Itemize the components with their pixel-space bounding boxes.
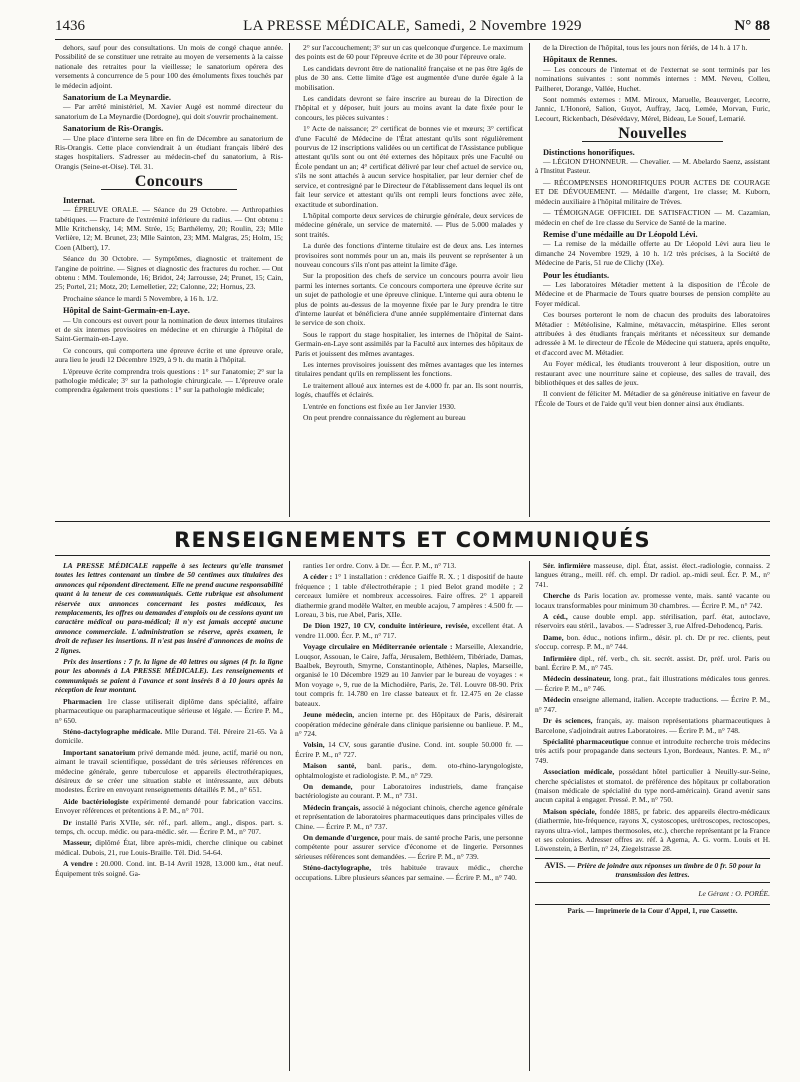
top-column-2 bbox=[295, 43, 523, 517]
paragraph: — Les concours de l'internat et de l'externat se sont terminés par les nominations suivantes : sont nommés internes : MM. Neveu, Colleu, Pailheret, Dorange, Vallée, Huchet. bbox=[535, 64, 770, 93]
classified-ad bbox=[295, 761, 523, 780]
notice-paragraph: Prix des insertions : 7 fr. la ligne de 40 lettres ou signes (4 fr. la ligne pour les abonnés à LA PRESSE MÉDICALE). Les renseignements et communiqués se paient à l'avance et sont insérés 8 à 10 jours après la réception de leur montant. bbox=[55, 657, 283, 695]
article-heading: Remise d'une médaille au Dr Léopold Lévi. bbox=[543, 229, 698, 239]
paragraph: Au Foyer médical, les étudiants trouveront à leur disposition, outre un restaurant avec une nourriture saine et copieuse, des salles de travail, des bibliothèques et des salles de jeux. bbox=[535, 359, 770, 387]
article-heading: Internat. bbox=[63, 195, 95, 205]
paragraph: La durée des fonctions d'interne titulaire est de deux ans. Les internes provisoires sont nommés pour un an, mais ils peuvent se représenter à un nouveau concours s'ils n'ont pas atteint la limite d'âge. bbox=[295, 241, 523, 269]
ad-lead: Sér. infirmière bbox=[543, 561, 591, 570]
ad-lead: Médecin français, bbox=[303, 802, 361, 812]
ad-text: Marseille, Alexandrie, Louqsor, Assouan, le Caire, Jaffa, Jérusalem, Bethléem, Tibériade, Damas, Baalbek, Beyrouth, Smyrne, Constantinople, Athènes, Naples, Marseille, organisé le 10 Décembre 1929 au 10 Janvier par le bureau de voyages : « Mon voyage », 9, rue de la Michodière, Paris, 2e. Tél. Louvre 08-90. Prix tout compris fr. 14.780 en 1re classe bateaux et fr. 12.475 en 2e classe bateaux. bbox=[295, 642, 523, 708]
paragraph: — Par arrêté ministériel, M. Xavier Augé est nommé directeur du sanatorium de La Meynardie (Dordogne), qui doit s'ouvrir prochainement. bbox=[55, 102, 283, 121]
ads-column-3 bbox=[535, 561, 770, 1071]
classified-ad bbox=[535, 737, 770, 765]
ad-text: très habituée travaux médic., cherche occupations. Libre plusieurs séances par semaine. — Écrire P. M., n° 740. bbox=[295, 863, 523, 882]
ad-text: expérimenté demandé pour fabrication vaccins. Envoyer références et prétentions à P. M., n° 701. bbox=[55, 796, 283, 816]
ad-lead: Dr ès sciences, bbox=[543, 716, 593, 726]
paragraph: Les internes provisoires jouissent des mêmes avantages que les internes titulaires pendant qu'ils en remplissent les fonctions. bbox=[295, 360, 523, 379]
column-divider bbox=[529, 43, 530, 517]
paragraph: L'épreuve écrite comprendra trois questions : 1° sur l'anatomie; 2° sur la pathologie médicale; 3° sur la pathologie chirurgicale. — L'épreuve orale comprendra également trois questions : 1° sur la pathologie médicale; bbox=[55, 366, 283, 395]
ad-text: pour Laboratoires industriels, dame française bactériologiste au courant. P. M., n° 731. bbox=[295, 781, 523, 801]
classified-ad bbox=[295, 863, 523, 882]
ad-lead: Spécialité pharmaceutique bbox=[543, 736, 629, 746]
paragraph: L'entrée en fonctions est fixée au 1er Janvier 1930. bbox=[303, 401, 456, 411]
ad-lead: Pharmacien bbox=[63, 696, 102, 706]
paragraph: Sous le rapport du stage hospitalier, les internes de l'hôpital de Saint-Germain-en-Laye sont assimilés par la Faculté aux internes des hôpitaux de Paris et jouissent des mêmes avantages. bbox=[295, 329, 523, 358]
ad-text: — Prière de joindre aux réponses un timbre de 0 fr. 50 pour la transmission des lettres. bbox=[565, 860, 761, 880]
section-heading-text: Concours bbox=[134, 173, 204, 191]
notice-avis bbox=[535, 858, 770, 883]
classified-ad bbox=[535, 612, 770, 631]
classified-ad bbox=[295, 833, 523, 861]
page-number: 1436 bbox=[55, 18, 85, 34]
ad-lead: Dr bbox=[63, 817, 72, 827]
classified-ad bbox=[295, 572, 523, 619]
paragraph: — La remise de la médaille offerte au Dr Léopold Lévi aura lieu le dimanche 24 Novembre 1929, à 10 h. 1/2 très précises, à la Société de Médecine de Paris, 51 rue de Clichy (IXe). bbox=[535, 239, 770, 268]
ad-text: connue et introduite recherche trois médecins très actifs pour propagande dans secteurs Lyon, Bordeaux, Nantes. P. M., n° 749. bbox=[535, 736, 770, 765]
classified-ad bbox=[535, 633, 770, 652]
classified-ad bbox=[55, 727, 283, 746]
classified-ad bbox=[535, 561, 770, 589]
ad-text: français, ay. maison représentations pharmaceutiques à Barcelone, s'adjoindrait autres Laboratoires. — Écrire P. M., n° 748. bbox=[535, 716, 770, 735]
paragraph: Sur la proposition des chefs de service un concours pourra avoir lieu parmi les internes sortants. Ce concours comportera une épreuve écrite sur un sujet de pathologie et une épreuve clinique. L'interne qui aura obtenu le plus de points au-dessus de la moyenne fixée par le Jury prendra le titre d'interne lauréat et bénéficiera d'une année supplémentaire d'internat dans le service de son choix. bbox=[295, 271, 523, 328]
paragraph: 2° sur l'accouchement; 3° sur un cas quelconque d'urgence. Le maximum des points est de 60 pour l'épreuve écrite et de 30 pour l'épreuve orale. bbox=[295, 43, 523, 62]
paragraph: Prochaine séance le mardi 5 Novembre, à 16 h. 1/2. bbox=[63, 293, 218, 303]
ad-text: 20.000. Cond. int. B-14 Avril 1928, 13.000 km., état neuf. Équipement très soigné. Ga- bbox=[55, 859, 283, 878]
classified-ad bbox=[55, 797, 283, 816]
ad-text: ds Paris location av. promesse vente, mais. santé vacante ou locaux transformables pour minimum 30 chambres. — Écrire P. M., n° 742. bbox=[535, 591, 770, 610]
paragraph: Le traitement alloué aux internes est de 4.000 fr. par an. Ils sont nourris, logés, chauffés et éclairés. bbox=[295, 380, 523, 400]
ad-text: installé Paris XVIIe, sér. réf., parl. allem., angl., dispos. part. s. temps, ch. occup. médic. ou para-médic. sér. — Écrire P. M., n° 707. bbox=[55, 817, 283, 836]
classified-ad bbox=[55, 697, 283, 725]
column-divider bbox=[289, 561, 290, 1071]
ad-text: Mlle Durand. Tél. Péreire 21-65. Va à domicile. bbox=[55, 726, 283, 746]
ad-lead: On demande, bbox=[303, 781, 353, 791]
paragraph: Ces bourses porteront le nom de chacun des produits des laboratoires Métadier : Météolisine, Kalmine, métavaccin, métaspirine. Elles seront attribuées à des étudiants français méritants et nécessiteux sur demande adressée à M. le directeur de l'École de Médecine qui statuera, après enquête, et d'accord avec M. Métadier. bbox=[535, 310, 770, 357]
ad-lead: Maison santé, bbox=[303, 761, 357, 771]
paragraph: — Les laboratoires Métadier mettent à la disposition de l'École de Médecine et de Pharmacie de Tours quatre bourses de pension complète au Foyer médical. bbox=[535, 279, 770, 308]
ad-lead: AVIS. bbox=[544, 859, 566, 870]
paragraph: — TÉMOIGNAGE OFFICIEL DE SATISFACTION — M. Cazamian, médecin en chef de 1re classe du Service de Santé de la marine. bbox=[535, 208, 770, 227]
page-header bbox=[55, 18, 770, 38]
top-column-3 bbox=[535, 43, 770, 517]
article-heading: Hôpitaux de Rennes. bbox=[543, 55, 618, 65]
classified-ad bbox=[295, 710, 523, 738]
article-heading: Distinctions honorifiques. bbox=[543, 147, 635, 157]
printer-imprint: Paris. — Imprimerie de la Cour d'Appel, 1, rue Cassette. bbox=[535, 904, 770, 916]
ad-lead: Médecin dessinateur, bbox=[543, 674, 612, 684]
classified-ad bbox=[295, 740, 523, 759]
classified-ad bbox=[55, 838, 283, 857]
paragraph: Ce concours, qui comportera une épreuve écrite et une épreuve orale, aura lieu le jeudi 12 Décembre 1929, à 9 h. du matin à l'hôpital. bbox=[55, 345, 283, 365]
column-divider bbox=[529, 561, 530, 1071]
gerant-signature: Le Gérant : O. PORÉE. bbox=[698, 888, 770, 898]
section-rule bbox=[55, 521, 770, 522]
ad-lead: Maison spéciale, bbox=[543, 806, 597, 816]
ad-text: cause double empl. app. stérilisation, parf. état, autoclave, réservoirs eau stéril., lavabos. — S'adresser 3, rue Alfred-Dehodencq, Paris. bbox=[535, 612, 770, 631]
ad-lead: A céd., bbox=[543, 612, 568, 622]
classified-ad bbox=[535, 767, 770, 805]
paragraph: Les candidats devront se faire inscrire au bureau de la Direction de l'hôpital et y déposer, huit jours au moins avant la date fixée pour le concours, les pièces suivantes : bbox=[295, 94, 523, 122]
ad-text: 1° 1 installation : crédence Gaiffe R. X. ; 1 dispositif de haute fréquence ; 1 table d'électrothérapie ; 1 pied Belot grand modèle ; 2 cerceaux lumière et nombreux accessoires. Faire offres. 2° 1 appareil diathermie grand modèle Walter, en meuble acajou, 7 ampères : 4.500 fr. — Loreau, 3 bis, rue Abel, Paris, XIIe. bbox=[295, 572, 523, 620]
classified-ad bbox=[535, 674, 770, 693]
article-heading: Sanatorium de Ris-Orangis. bbox=[63, 124, 164, 134]
ad-text: 1re classe utiliserait diplôme dans spécialité, affaire pharmaceutique ou parapharmaceutique sérieuse et légale. — Écrire P. M., n° 650. bbox=[55, 696, 283, 725]
ad-text: diplômé État, libre après-midi, cherche clinique ou cabinet médical. Dubois, 21, rue Louis-Braille. Tél. Did. 54-64. bbox=[55, 838, 283, 857]
ad-lead: Sténo-dactylographe médicale. bbox=[63, 726, 163, 736]
section-rule bbox=[55, 555, 770, 556]
ad-text: fondée 1885, pr fabric. des appareils électro-médicaux (diathermie, hte-fréquence, rayons X, cystoscopes, urétroscopes, rectoscopes, rayons ultra-viol., lampes thermosoles, etc.), cherche représentant pr la France et ses colonies. Adresser offres av. réf. à Agema, A. G. vorm. Louis et H. Löwenstein, à Berlin, n° 24, Ziegelstrasse 28. bbox=[535, 806, 770, 854]
paragraph: Sont nommés externes : MM. Miroux, Maruelle, Beauverger, Lecorre, Jannic, L'Honoré, Salion, Guyot, Auffray, Jacq, Lemée, Morvan, Furic, Lecourt, Rickenbach, Désévédavy, Mérel, Bideau, Le Souef, Lemarié. bbox=[535, 95, 770, 123]
paragraph: dehors, sauf pour des consultations. Un mois de congé chaque année. Possibilité de se constituer une retraite au moyen de versements à la caisse nationale des retraites pour la vieillesse; le sanatorium opérera des versements à concurrence de 5 pour 100 des émoluments fixes touchés par le médecin adjoint. bbox=[55, 43, 283, 90]
ad-text: masseuse, dipl. État, assist. élect.-radiologie, connaiss. 2 langues étrang., meill. réf. ch. empl. Dr radiol. ap.-midi seul. Écr. P. M., n° 741. bbox=[535, 561, 770, 589]
ad-text: 14 CV, sous garantie d'usine. Cond. int. souple 50.000 fr. — Écrire P. M., n° 727. bbox=[295, 740, 523, 759]
paragraph: Séance du 30 Octobre. — Symptômes, diagnostic et traitement de l'angine de poitrine. — Signes et diagnostic des fractures du rocher. — Ont obtenu : MM. Toulemonde, 16; Bridot, 24; Jarrousse, 24; Prunet, 15; Cain, 25; Portel, 21; Motz, 20; Lemelletier, 22; Calonne, 22; Hornus, 23. bbox=[55, 254, 283, 292]
ad-text: enseigne allemand, italien. Accepte traductions. — Écrire P. M., n° 747. bbox=[535, 695, 770, 714]
ad-text: long. prat., fait illustrations médicales tous genres. — Écrire P. M., n° 746. bbox=[535, 674, 770, 693]
renseignements-title: RENSEIGNEMENTS ET COMMUNIQUÉS bbox=[174, 528, 651, 552]
paragraph: — LÉGION D'HONNEUR. — Chevalier. — M. Abelardo Saenz, assistant à l'Institut Pasteur. bbox=[535, 157, 770, 176]
ad-lead: Médecin bbox=[543, 695, 571, 705]
issue-number: N° 88 bbox=[734, 18, 770, 34]
ad-lead: A vendre : bbox=[63, 859, 99, 869]
paragraph: On peut prendre connaissance du règlement au bureau bbox=[303, 413, 466, 423]
ad-text: ancien interne pr. des Hôpitaux de Paris, désirerait coopération médecine générale dans clinique parisienne ou banlieue. P. M., n° 724. bbox=[295, 710, 523, 738]
article-heading: Pour les étudiants. bbox=[543, 270, 610, 280]
ad-lead: A céder : bbox=[303, 572, 333, 582]
ad-lead: Sténo-dactylographe, bbox=[303, 863, 372, 873]
classified-ad bbox=[295, 782, 523, 801]
paragraph: ranties 1er ordre. Conv. à Dr. — Écr. P. M., n° 713. bbox=[303, 561, 457, 570]
classified-ad bbox=[295, 642, 523, 708]
ad-text: pour mais. de santé proche Paris, une personne compétente pour assurer service d'économe et de lingerie. Personnes sérieuses références sont demandées. — Écrire P. M., n° 739. bbox=[295, 832, 523, 861]
paragraph: — RÉCOMPENSES HONORIFIQUES POUR ACTES DE COURAGE ET DE DÉVOUEMENT. — Médaille d'argent, 1re classe; M. Kuborn, médecin auxiliaire à l'hôpital militaire de Trèves. bbox=[535, 177, 770, 206]
ad-lead: Cherche bbox=[543, 591, 570, 601]
article-heading: Sanatorium de La Meynardie. bbox=[63, 93, 171, 103]
ad-lead: Dame, bbox=[543, 632, 564, 642]
paragraph: — Une place d'interne sera libre en fin de Décembre au sanatorium de Ris-Orangis. Cette place conviendrait à un étudiant français libéré des stages hospitaliers. S'adresser au médecin-chef du sanatorium, à Ris-Orangis (Seine-et-Oise). Tél. 31. bbox=[55, 133, 283, 171]
ad-lead: Important sanatorium bbox=[63, 747, 136, 757]
section-heading bbox=[55, 173, 283, 191]
ad-lead: On demande d'urgence, bbox=[303, 832, 380, 842]
classified-ad bbox=[535, 807, 770, 854]
ads-column-1 bbox=[55, 561, 283, 1071]
ad-lead: Voyage circulaire en Méditerranée orientale : bbox=[303, 642, 453, 652]
column-divider bbox=[289, 43, 290, 517]
ad-lead: Association médicale, bbox=[543, 767, 615, 777]
article-heading: Hôpital de Saint-Germain-en-Laye. bbox=[63, 306, 190, 316]
ad-lead: De Dion 1927, 10 CV, conduite intérieure, revisée, bbox=[303, 621, 470, 631]
ad-text: excellent état. A vendre 11.000. Écr. P. M., n° 717. bbox=[295, 621, 523, 640]
ads-column-2 bbox=[295, 561, 523, 1071]
ad-lead: Masseur, bbox=[63, 838, 92, 848]
paragraph: — Un concours est ouvert pour la nomination de deux internes titulaires et de six internes provisoires en médecine et en chirurgie à l'hôpital de Saint-Germain-en-Laye. bbox=[55, 315, 283, 344]
ad-text: possédant hôtel particulier à Neuilly-sur-Seine, cherche spécialistes et stomatol. de préférence des hôpitaux pr collaboration (maison médicale de spécialité du type nord-américain). Grand avenir sans aucun capital à engager. Pressé. P. M., n° 750. bbox=[535, 767, 770, 805]
notice-paragraph: LA PRESSE MÉDICALE rappelle à ses lecteurs qu'elle transmet toutes les lettres contenant un timbre de 50 centimes aux titulaires des annonces qui répondent directement. Elle ne prend aucune responsabilité quant à la teneur de ces communiqués. Cette rubrique est absolument réservée aux annonces concernant les postes médicaux, les remplacements, les offres ou demandes d'emplois ou de cessions ayant un caractère médical ou para-médical; il n'y est jamais accepté aucune annonce commerciale. L'administration se réserve, après examen, le droit de refuser les insertions. Il n'est pas inséré d'annonces de moins de 2 lignes. bbox=[55, 561, 283, 655]
classified-ad bbox=[55, 818, 283, 837]
paragraph: L'hôpital comporte deux services de chirurgie générale, deux services de médecine générale, un service de maternité. — Plus de 5.000 malades y sont traités. bbox=[295, 210, 523, 239]
classified-ad bbox=[295, 621, 523, 640]
classified-ad bbox=[535, 695, 770, 714]
top-column-1 bbox=[55, 43, 283, 517]
classified-ad bbox=[535, 591, 770, 610]
ad-lead: Aide bactériologiste bbox=[63, 796, 129, 806]
classified-ad bbox=[55, 859, 283, 878]
ad-lead: Volsin, bbox=[303, 740, 325, 750]
ad-text: privé demande méd. jeune, actif, marié ou non, aimant le travail scientifique, possédant de très sérieuses références en médecine générale, genre tuberculose et appareils électrothérapiques, désireux de se créer une situation stable et intéressante, aux débuts modestes. Écrire en envoyant renseignements détaillés P. M., n° 651. bbox=[55, 747, 283, 795]
classified-ad bbox=[535, 654, 770, 673]
section-heading bbox=[535, 125, 770, 143]
ad-text: banl. paris., dem. oto-rhino-laryngologiste, ophtalmologiste et radiologiste. P. M., n° 729. bbox=[295, 761, 523, 780]
ad-lead: Infirmière bbox=[543, 653, 577, 663]
section-heading-text: Nouvelles bbox=[618, 125, 687, 143]
classified-ad bbox=[295, 803, 523, 831]
classified-ad bbox=[55, 748, 283, 795]
header-rule bbox=[55, 39, 770, 40]
paragraph: Il convient de féliciter M. Métadier de sa généreuse initiative en faveur de l'École de Tours et de l'aide qu'il veut bien donner ainsi aux étudiants. bbox=[535, 389, 770, 408]
ad-lead: Jeune médecin, bbox=[303, 710, 355, 720]
ad-text: associé à négociant chinois, cherche agence générale et représentation de laboratoires pharmaceutiques dans principales villes de Chine. — Écrire P. M., n° 737. bbox=[295, 802, 523, 831]
paragraph: Les candidats devront être de nationalité française et ne pas être âgés de plus de 30 ans. Cette limite d'âge est augmentée d'une durée égale à la mobilisation. bbox=[295, 63, 523, 92]
paragraph: de la Direction de l'hôpital, tous les jours non fériés, de 14 h. à 17 h. bbox=[543, 43, 748, 52]
paragraph: — ÉPREUVE ORALE. — Séance du 29 Octobre. — Arthropathies tabétiques. — Fracture de l'extrémité inférieure du radius. — Ont obtenu : Mlle Kritchensky, 14; MM. Strée, 15; Barthélemy, 20; Roulin, 23; Mlle Verlière, 12; M. Brunet, 23; Mlle Sainton, 23; MM. Malgras, 25; Holm, 15; Coen (Albert), 17. bbox=[55, 205, 283, 252]
classified-ad bbox=[535, 716, 770, 735]
paragraph: 1° Acte de naissance; 2° certificat de bonnes vie et mœurs; 3° certificat d'une Faculté de Médecine de l'État attestant qu'ils sont régulièrement pourvus de 12 inscriptions validées ou un certificat de l'Assistance publique attestant qu'ils sont ou ont été externes des hôpitaux près une Faculté ou École pendant un an; 4° certificat délivré par leur chef actuel de service ou, s'ils ne sont attachés à aucun service hospitalier, par leur dernier chef de service, et contresigné par le Directeur de l'établissement dans lequel ils ont fait leur service et attestant qu'ils ont rempli leurs fonctions avec zèle, exactitude et subordination. bbox=[295, 124, 523, 209]
ad-text: dipl., réf. verb., ch. sit. secrét. assist. Dr, préf. urol. Paris ou banl. Écrire P. M., n° 745. bbox=[535, 653, 770, 673]
ad-text: bon. éduc., notions infirm., désir. pl. ch. Dr pr rec. clients, peut s'occup. corresp. P. M., n° 744. bbox=[535, 632, 770, 652]
journal-title: LA PRESSE MÉDICALE, Samedi, 2 Novembre 1929 bbox=[243, 18, 582, 34]
